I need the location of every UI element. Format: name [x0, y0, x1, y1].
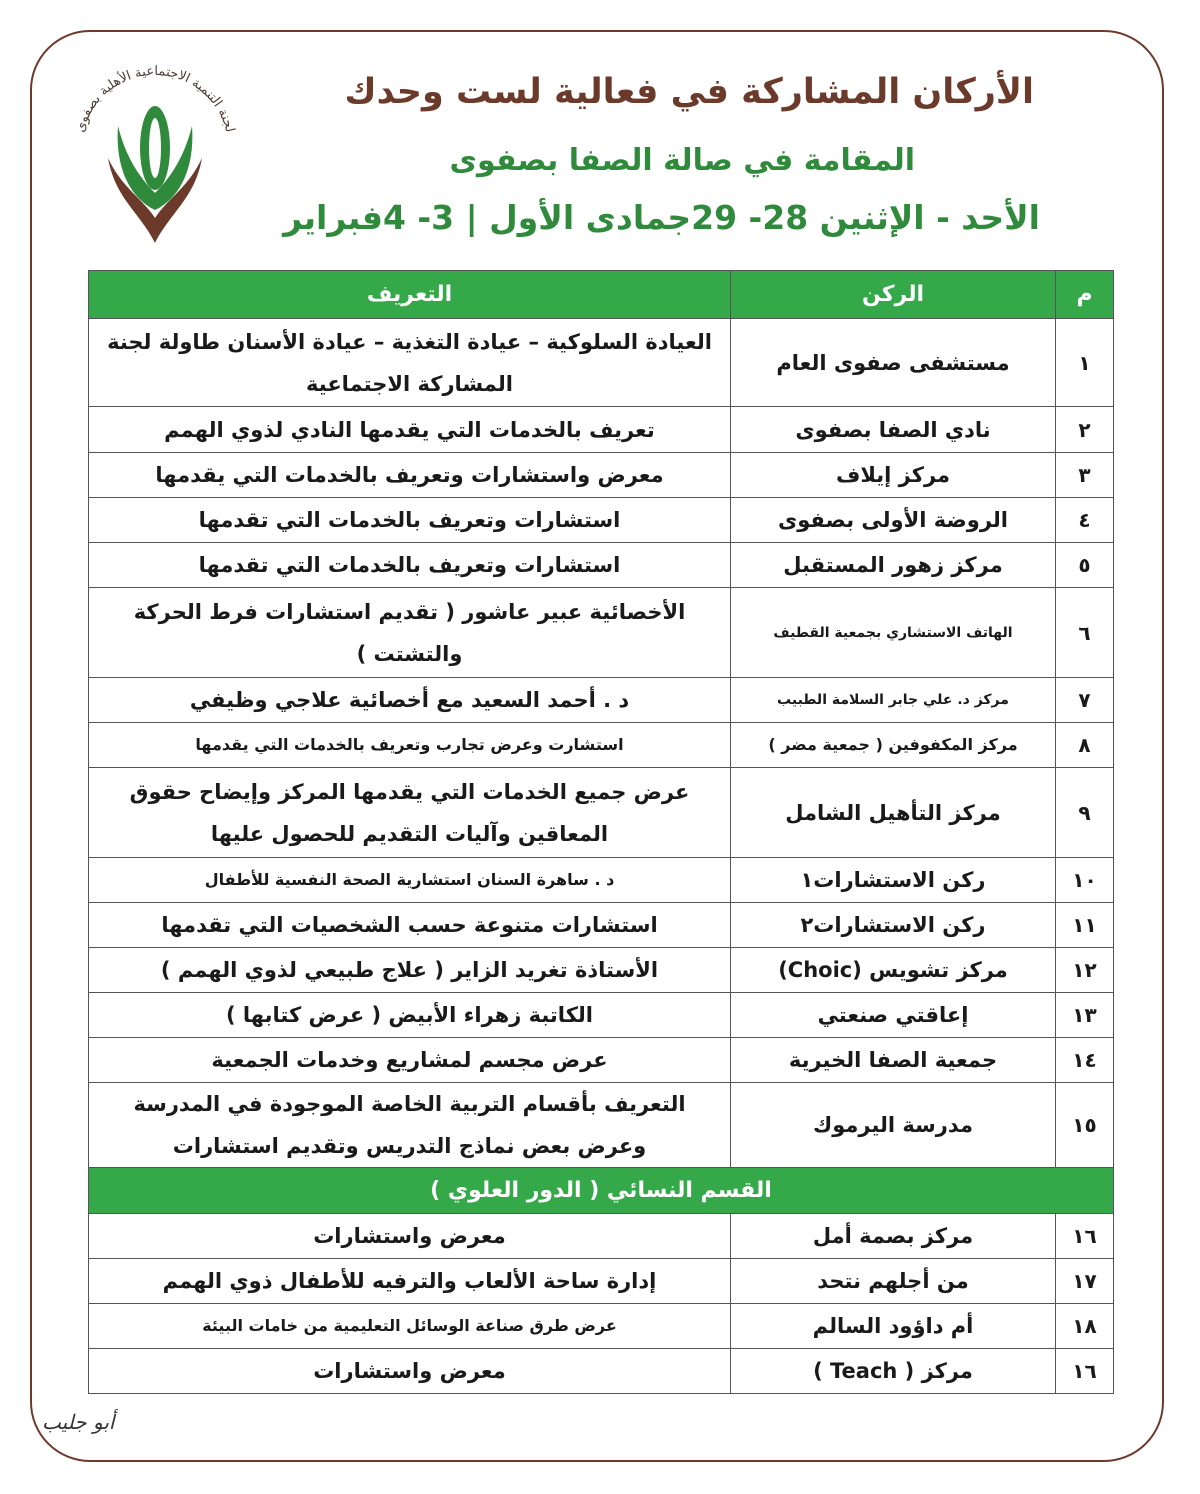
row-corner-name: إعاقتي صنعتي [731, 993, 1056, 1038]
column-header-description: التعريف [89, 271, 731, 319]
row-number: ١٧ [1056, 1259, 1114, 1304]
row-description: الأخصائية عبير عاشور ( تقديم استشارات فرط الحركة والتشتت ) [89, 588, 731, 678]
row-number: ٧ [1056, 678, 1114, 723]
designer-signature: أبو جليب [42, 1410, 115, 1434]
table-row [89, 948, 1114, 993]
table-row [89, 1304, 1114, 1349]
row-description: معرض واستشارات [89, 1214, 731, 1259]
table-row [89, 1083, 1114, 1168]
column-header-number: م [1056, 271, 1114, 319]
row-description: عرض جميع الخدمات التي يقدمها المركز وإيضاح حقوق المعاقين وآليات التقديم للحصول عليها [89, 768, 731, 858]
table-row [89, 858, 1114, 903]
table-row [89, 498, 1114, 543]
row-description: استشارات وتعريف بالخدمات التي تقدمها [89, 543, 731, 588]
row-corner-name: ركن الاستشارات١ [731, 858, 1056, 903]
section-header-row [89, 1168, 1114, 1214]
row-number: ١٠ [1056, 858, 1114, 903]
table-row [89, 543, 1114, 588]
row-corner-name: مركز ( Teach ) [731, 1349, 1056, 1394]
row-number: ٣ [1056, 453, 1114, 498]
row-description: معرض واستشارات [89, 1349, 731, 1394]
row-number: ٢ [1056, 407, 1114, 453]
row-corner-name: مدرسة اليرموك [731, 1083, 1056, 1168]
table-row [89, 453, 1114, 498]
row-description: العيادة السلوكية – عيادة التغذية – عيادة الأسنان طاولة لجنة المشاركة الاجتماعية [89, 319, 731, 407]
table-row [89, 903, 1114, 948]
row-description: تعريف بالخدمات التي يقدمها النادي لذوي الهمم [89, 407, 731, 453]
column-header-corner: الركن [731, 271, 1056, 319]
row-corner-name: أم داؤود السالم [731, 1304, 1056, 1349]
table-row [89, 1038, 1114, 1083]
row-corner-name: مركز التأهيل الشامل [731, 768, 1056, 858]
row-description: إدارة ساحة الألعاب والترفيه للأطفال ذوي الهمم [89, 1259, 731, 1304]
row-description: التعريف بأقسام التربية الخاصة الموجودة في المدرسة وعرض بعض نماذج التدريس وتقديم استشارات [89, 1083, 731, 1168]
row-corner-name: جمعية الصفا الخيرية [731, 1038, 1056, 1083]
logo-org-name-text: لجنة التنمية الاجتماعية الأهلية بصفوى [72, 63, 238, 134]
row-description: د . أحمد السعيد مع أخصائية علاجي وظيفي [89, 678, 731, 723]
row-description: عرض مجسم لمشاريع وخدمات الجمعية [89, 1038, 731, 1083]
row-number: ١٤ [1056, 1038, 1114, 1083]
row-corner-name: من أجلهم نتحد [731, 1259, 1056, 1304]
table-row [89, 768, 1114, 858]
table-row [89, 723, 1114, 768]
row-number: ٨ [1056, 723, 1114, 768]
row-number: ١ [1056, 319, 1114, 407]
row-number: ١٦ [1056, 1214, 1114, 1259]
row-number: ٤ [1056, 498, 1114, 543]
table-row [89, 1214, 1114, 1259]
row-corner-name: الهاتف الاستشاري بجمعية القطيف [731, 588, 1056, 678]
venue-subtitle: المقامة في صالة الصفا بصفوى [449, 143, 915, 178]
row-number: ١٨ [1056, 1304, 1114, 1349]
event-dates: الأحد - الإثنين 28- 29جمادى الأول | 3- 4فبراير [283, 198, 1040, 237]
table-row [89, 1259, 1114, 1304]
section-label-womens: القسم النسائي ( الدور العلوي ) [89, 1168, 1114, 1214]
row-corner-name: مركز المكفوفين ( جمعية مضر ) [731, 723, 1056, 768]
row-number: ١٥ [1056, 1083, 1114, 1168]
row-number: ١٦ [1056, 1349, 1114, 1394]
row-description: استشارت وعرض تجارب وتعريف بالخدمات التي يقدمها [89, 723, 731, 768]
row-corner-name: مركز زهور المستقبل [731, 543, 1056, 588]
row-corner-name: مستشفى صفوى العام [731, 319, 1056, 407]
row-number: ١٣ [1056, 993, 1114, 1038]
row-corner-name: الروضة الأولى بصفوى [731, 498, 1056, 543]
table-row [89, 407, 1114, 453]
row-number: ٦ [1056, 588, 1114, 678]
row-corner-name: مركز إيلاف [731, 453, 1056, 498]
row-number: ١١ [1056, 903, 1114, 948]
participants-table [88, 270, 1114, 1394]
logo-center-vein [149, 118, 161, 178]
row-description: د . ساهرة السنان استشارية الصحة النفسية للأطفال [89, 858, 731, 903]
row-description: استشارات متنوعة حسب الشخصيات التي تقدمها [89, 903, 731, 948]
row-corner-name: مركز بصمة أمل [731, 1214, 1056, 1259]
table-row [89, 319, 1114, 407]
table-row [89, 993, 1114, 1038]
row-number: ٩ [1056, 768, 1114, 858]
row-description: معرض واستشارات وتعريف بالخدمات التي يقدمها [89, 453, 731, 498]
row-number: ١٢ [1056, 948, 1114, 993]
row-description: عرض طرق صناعة الوسائل التعليمية من خامات البيئة [89, 1304, 731, 1349]
row-description: استشارات وتعريف بالخدمات التي تقدمها [89, 498, 731, 543]
row-corner-name: مركز تشويس (Choic) [731, 948, 1056, 993]
page-title: الأركان المشاركة في فعالية لست وحدك [344, 72, 1034, 112]
row-corner-name: نادي الصفا بصفوى [731, 407, 1056, 453]
table-row [89, 1349, 1114, 1394]
row-corner-name: مركز د. علي جابر السلامة الطبيب [731, 678, 1056, 723]
row-description: الأستاذة تغريد الزاير ( علاج طبيعي لذوي الهمم ) [89, 948, 731, 993]
row-corner-name: ركن الاستشارات٢ [731, 903, 1056, 948]
table-header-row [89, 271, 1114, 319]
table-row [89, 678, 1114, 723]
row-number: ٥ [1056, 543, 1114, 588]
table-row [89, 588, 1114, 678]
row-description: الكاتبة زهراء الأبيض ( عرض كتابها ) [89, 993, 731, 1038]
